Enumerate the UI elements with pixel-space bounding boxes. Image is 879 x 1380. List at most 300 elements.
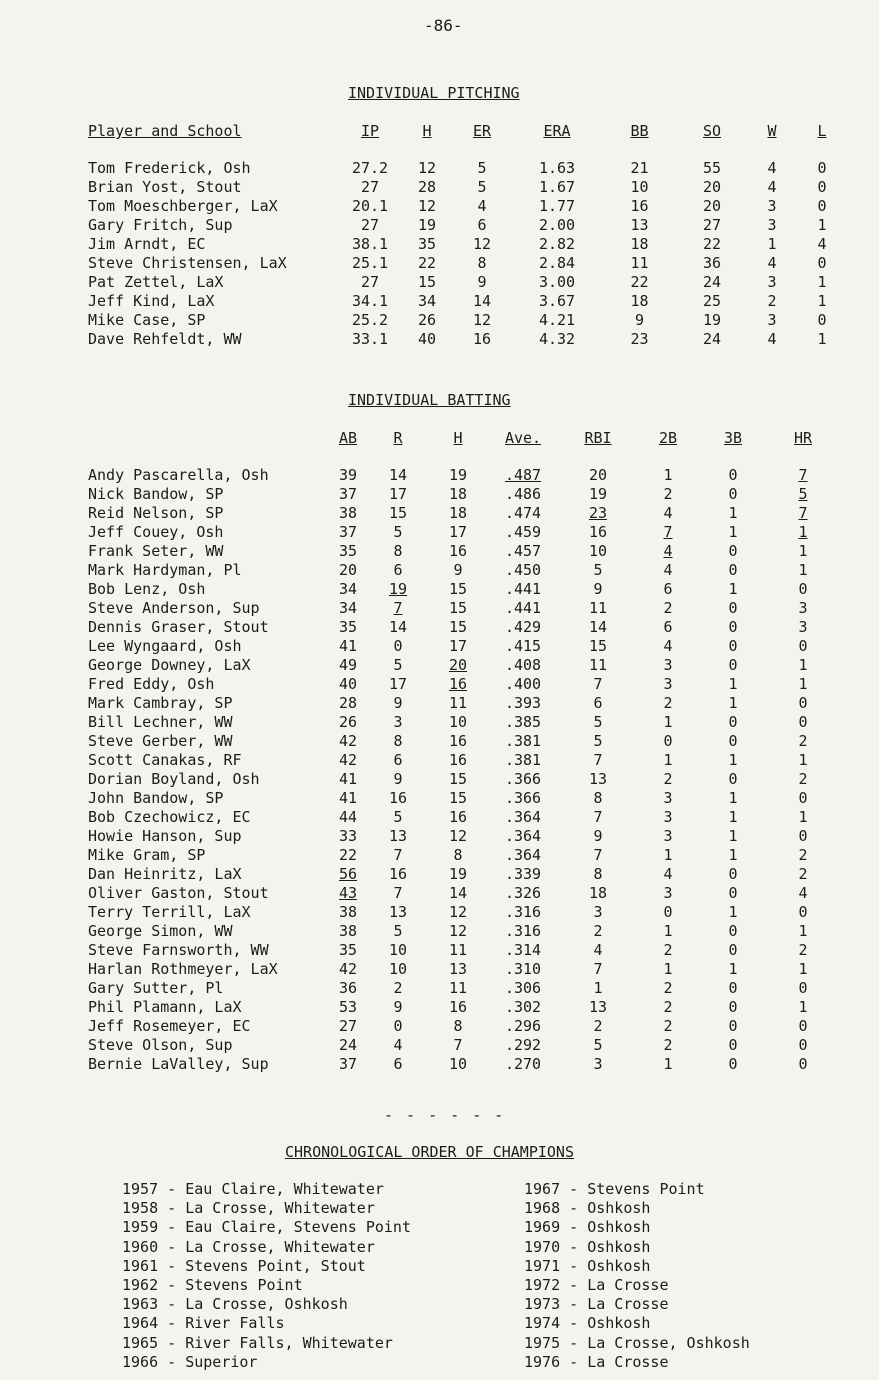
stat-cell: 2.84 bbox=[538, 254, 576, 272]
stat-cell: 6 bbox=[393, 561, 403, 579]
stat-cell: 0 bbox=[798, 903, 808, 921]
stat-cell: 1 bbox=[663, 960, 673, 978]
stat-cell: 25.1 bbox=[351, 254, 389, 272]
stat-cell: 15 bbox=[417, 273, 437, 291]
stat-cell: 4 bbox=[663, 637, 673, 655]
stat-cell: 19 bbox=[702, 311, 722, 329]
table-row bbox=[88, 846, 838, 865]
table-row bbox=[88, 599, 838, 618]
batting-header-3b: 3B bbox=[723, 429, 743, 447]
stat-cell: 24 bbox=[702, 330, 722, 348]
table-row bbox=[88, 998, 838, 1017]
table-row bbox=[88, 542, 838, 561]
player-name-cell: Andy Pascarella, Osh bbox=[88, 466, 269, 484]
stat-cell: 2 bbox=[767, 292, 777, 310]
stat-cell: 0 bbox=[798, 1055, 808, 1073]
table-row bbox=[88, 713, 838, 732]
player-name-cell: Dan Heinritz, LaX bbox=[88, 865, 242, 883]
stat-cell: 14 bbox=[388, 466, 408, 484]
champions-left-column bbox=[122, 1180, 411, 1372]
table-row bbox=[88, 504, 838, 523]
stat-cell: 13 bbox=[448, 960, 468, 978]
stat-cell: .381 bbox=[504, 751, 542, 769]
stat-cell: 3.00 bbox=[538, 273, 576, 291]
stat-cell: 0 bbox=[728, 998, 738, 1016]
stat-cell: 17 bbox=[448, 637, 468, 655]
list-item: 1963 - La Crosse, Oshkosh bbox=[122, 1295, 348, 1314]
table-row bbox=[88, 330, 847, 349]
pitching-header-l: L bbox=[817, 122, 827, 140]
stat-cell: 1 bbox=[798, 960, 808, 978]
stat-cell: 3 bbox=[663, 656, 673, 674]
stat-cell: 16 bbox=[448, 751, 468, 769]
stat-cell: 10 bbox=[630, 178, 649, 196]
stat-cell: 18 bbox=[630, 292, 649, 310]
player-name-cell: Dennis Graser, Stout bbox=[88, 618, 269, 636]
stat-cell: 1 bbox=[728, 751, 738, 769]
stat-cell: 1 bbox=[593, 979, 603, 997]
stat-cell: 42 bbox=[338, 732, 358, 750]
stat-cell: 0 bbox=[663, 903, 673, 921]
champions-title: CHRONOLOGICAL ORDER OF CHAMPIONS bbox=[285, 1143, 574, 1161]
stat-cell: 3 bbox=[767, 197, 777, 215]
stat-cell: 1.67 bbox=[538, 178, 576, 196]
stat-cell: 49 bbox=[338, 656, 358, 674]
stat-cell: 2 bbox=[663, 941, 673, 959]
stat-cell: 19 bbox=[448, 466, 468, 484]
player-name-cell: George Simon, WW bbox=[88, 922, 233, 940]
player-name-cell: Dorian Boyland, Osh bbox=[88, 770, 260, 788]
player-name-cell: Gary Sutter, Pl bbox=[88, 979, 224, 997]
table-row bbox=[88, 466, 838, 485]
stat-cell: 4 bbox=[593, 941, 603, 959]
stat-cell: 3 bbox=[393, 713, 403, 731]
stat-cell: 28 bbox=[338, 694, 358, 712]
stat-cell: 23 bbox=[630, 330, 649, 348]
stat-cell: 9 bbox=[393, 998, 403, 1016]
batting-title: INDIVIDUAL BATTING bbox=[348, 391, 511, 409]
stat-cell: 25 bbox=[702, 292, 722, 310]
stat-cell: 15 bbox=[448, 789, 468, 807]
stat-cell: 7 bbox=[593, 846, 603, 864]
stat-cell: 4 bbox=[767, 330, 777, 348]
stat-cell: 5 bbox=[393, 656, 403, 674]
stat-cell: 2 bbox=[663, 599, 673, 617]
stat-cell: 1 bbox=[798, 808, 808, 826]
stat-cell: 2 bbox=[663, 1036, 673, 1054]
player-name-cell: John Bandow, SP bbox=[88, 789, 224, 807]
pitching-header-er: ER bbox=[472, 122, 492, 140]
stat-cell: 33.1 bbox=[351, 330, 389, 348]
player-name-cell: Howie Hanson, Sup bbox=[88, 827, 242, 845]
stat-cell: 1 bbox=[728, 694, 738, 712]
stat-cell: 53 bbox=[338, 998, 358, 1016]
stat-cell: 11 bbox=[588, 656, 608, 674]
list-item: 1966 - Superior bbox=[122, 1352, 258, 1371]
batting-header-player bbox=[88, 429, 328, 448]
stat-cell: 42 bbox=[338, 751, 358, 769]
stat-cell: 1 bbox=[817, 216, 827, 234]
stat-cell: 6 bbox=[393, 751, 403, 769]
player-name-cell: Harlan Rothmeyer, LaX bbox=[88, 960, 278, 978]
stat-cell: 13 bbox=[630, 216, 649, 234]
stat-cell: 2 bbox=[393, 979, 403, 997]
player-name-cell: Terry Terrill, LaX bbox=[88, 903, 251, 921]
stat-cell: 4 bbox=[663, 542, 673, 560]
stat-cell: 4 bbox=[798, 884, 808, 902]
stat-cell: 35 bbox=[338, 542, 358, 560]
stat-cell: 34 bbox=[338, 580, 358, 598]
stat-cell: 17 bbox=[388, 675, 408, 693]
stat-cell: .381 bbox=[504, 732, 542, 750]
player-name-cell: Bob Czechowicz, EC bbox=[88, 808, 251, 826]
table-row bbox=[88, 235, 847, 254]
stat-cell: 18 bbox=[448, 485, 468, 503]
stat-cell: 7 bbox=[593, 808, 603, 826]
list-item: 1965 - River Falls, Whitewater bbox=[122, 1333, 393, 1352]
list-item: 1964 - River Falls bbox=[122, 1314, 285, 1333]
stat-cell: .326 bbox=[504, 884, 542, 902]
stat-cell: 27 bbox=[360, 178, 380, 196]
stat-cell: 4 bbox=[663, 561, 673, 579]
table-row bbox=[88, 751, 838, 770]
stat-cell: 37 bbox=[338, 523, 358, 541]
list-item: 1973 - La Crosse bbox=[524, 1295, 669, 1314]
stat-cell: .292 bbox=[504, 1036, 542, 1054]
stat-cell: 9 bbox=[634, 311, 645, 329]
table-row bbox=[88, 254, 847, 273]
stat-cell: 14 bbox=[588, 618, 608, 636]
stat-cell: 25.2 bbox=[351, 311, 389, 329]
stat-cell: 44 bbox=[338, 808, 358, 826]
stat-cell: .415 bbox=[504, 637, 542, 655]
player-name-cell: Lee Wyngaard, Osh bbox=[88, 637, 242, 655]
champions-right-column bbox=[524, 1180, 750, 1372]
stat-cell: 0 bbox=[728, 1036, 738, 1054]
stat-cell: 4 bbox=[393, 1036, 403, 1054]
player-name-cell: Phil Plamann, LaX bbox=[88, 998, 242, 1016]
stat-cell: 11 bbox=[630, 254, 649, 272]
stat-cell: 4.32 bbox=[538, 330, 576, 348]
stat-cell: 0 bbox=[728, 466, 738, 484]
stat-cell: 0 bbox=[798, 713, 808, 731]
stat-cell: 9 bbox=[477, 273, 487, 291]
stat-cell: 7 bbox=[393, 846, 403, 864]
stat-cell: 0 bbox=[798, 979, 808, 997]
stat-cell: 7 bbox=[593, 751, 603, 769]
stat-cell: 11 bbox=[588, 599, 608, 617]
stat-cell: 33 bbox=[338, 827, 358, 845]
stat-cell: 1 bbox=[728, 827, 738, 845]
stat-cell: 3 bbox=[663, 884, 673, 902]
stat-cell: 0 bbox=[728, 599, 738, 617]
table-row bbox=[88, 770, 838, 789]
stat-cell: 19 bbox=[388, 580, 408, 598]
stat-cell: 41 bbox=[338, 789, 358, 807]
stat-cell: 4 bbox=[767, 159, 777, 177]
player-name-cell: Jeff Rosemeyer, EC bbox=[88, 1017, 251, 1035]
stat-cell: 40 bbox=[417, 330, 437, 348]
stat-cell: 3 bbox=[593, 1055, 603, 1073]
stat-cell: .270 bbox=[504, 1055, 542, 1073]
stat-cell: 22 bbox=[417, 254, 437, 272]
stat-cell: 12 bbox=[417, 197, 437, 215]
stat-cell: .429 bbox=[504, 618, 542, 636]
stat-cell: 35 bbox=[338, 941, 358, 959]
stat-cell: 38.1 bbox=[351, 235, 389, 253]
stat-cell: 1 bbox=[798, 561, 808, 579]
stat-cell: .486 bbox=[504, 485, 542, 503]
stat-cell: 20 bbox=[702, 197, 722, 215]
list-item: 1971 - Oshkosh bbox=[524, 1256, 651, 1275]
table-row bbox=[88, 1055, 838, 1074]
list-item: 1969 - Oshkosh bbox=[524, 1218, 651, 1237]
stat-cell: 5 bbox=[593, 732, 603, 750]
stat-cell: 5 bbox=[477, 178, 487, 196]
stat-cell: 9 bbox=[393, 770, 403, 788]
stat-cell: 19 bbox=[448, 865, 468, 883]
stat-cell: 0 bbox=[798, 637, 808, 655]
stat-cell: .457 bbox=[504, 542, 542, 560]
stat-cell: .385 bbox=[504, 713, 542, 731]
stat-cell: .296 bbox=[504, 1017, 542, 1035]
stat-cell: 19 bbox=[417, 216, 437, 234]
table-row bbox=[88, 922, 838, 941]
table-row bbox=[88, 580, 838, 599]
table-row bbox=[88, 292, 847, 311]
stat-cell: 1 bbox=[728, 675, 738, 693]
stat-cell: 1.77 bbox=[538, 197, 576, 215]
stat-cell: 1 bbox=[728, 903, 738, 921]
stat-cell: 16 bbox=[472, 330, 492, 348]
stat-cell: 8 bbox=[453, 1017, 463, 1035]
table-row bbox=[88, 273, 847, 292]
stat-cell: 26 bbox=[417, 311, 437, 329]
stat-cell: 1 bbox=[817, 330, 827, 348]
table-row bbox=[88, 827, 838, 846]
stat-cell: .306 bbox=[504, 979, 542, 997]
table-row bbox=[88, 311, 847, 330]
stat-cell: 15 bbox=[448, 618, 468, 636]
player-name-cell: Steve Farnsworth, WW bbox=[88, 941, 269, 959]
stat-cell: 1 bbox=[663, 846, 673, 864]
stat-cell: 1 bbox=[817, 273, 827, 291]
stat-cell: .400 bbox=[504, 675, 542, 693]
stat-cell: 3 bbox=[767, 311, 777, 329]
pitching-header-bb: BB bbox=[630, 122, 649, 140]
stat-cell: 4 bbox=[477, 197, 487, 215]
stat-cell: 5 bbox=[393, 523, 403, 541]
player-name-cell: Brian Yost, Stout bbox=[88, 178, 242, 196]
stat-cell: 27.2 bbox=[351, 159, 389, 177]
stat-cell: 8 bbox=[477, 254, 487, 272]
stat-cell: 11 bbox=[448, 941, 468, 959]
table-row bbox=[88, 979, 838, 998]
stat-cell: 4.21 bbox=[538, 311, 576, 329]
table-row bbox=[88, 637, 838, 656]
stat-cell: 56 bbox=[338, 865, 358, 883]
stat-cell: 3 bbox=[767, 216, 777, 234]
table-row bbox=[88, 1017, 838, 1036]
list-item: 1960 - La Crosse, Whitewater bbox=[122, 1237, 375, 1256]
stat-cell: 5 bbox=[593, 713, 603, 731]
stat-cell: 3 bbox=[593, 903, 603, 921]
stat-cell: 5 bbox=[477, 159, 487, 177]
table-row bbox=[88, 865, 838, 884]
stat-cell: 1 bbox=[798, 998, 808, 1016]
pitching-header-w: W bbox=[767, 122, 777, 140]
stat-cell: 20 bbox=[338, 561, 358, 579]
stat-cell: 2.00 bbox=[538, 216, 576, 234]
stat-cell: 8 bbox=[593, 789, 603, 807]
table-row bbox=[88, 523, 838, 542]
stat-cell: 12 bbox=[448, 922, 468, 940]
stat-cell: 2 bbox=[663, 1017, 673, 1035]
stat-cell: 4 bbox=[817, 235, 827, 253]
stat-cell: 0 bbox=[728, 713, 738, 731]
table-row bbox=[88, 159, 847, 178]
player-name-cell: Mark Hardyman, Pl bbox=[88, 561, 242, 579]
stat-cell: 3 bbox=[663, 808, 673, 826]
player-name-cell: Reid Nelson, SP bbox=[88, 504, 224, 522]
table-row bbox=[88, 216, 847, 235]
stat-cell: .339 bbox=[504, 865, 542, 883]
stat-cell: 27 bbox=[338, 1017, 358, 1035]
pitching-table bbox=[88, 122, 847, 349]
stat-cell: 7 bbox=[393, 599, 403, 617]
stat-cell: 5 bbox=[798, 485, 808, 503]
stat-cell: 55 bbox=[702, 159, 722, 177]
stat-cell: 19 bbox=[588, 485, 608, 503]
batting-header-2b: 2B bbox=[658, 429, 678, 447]
stat-cell: 1 bbox=[728, 960, 738, 978]
stat-cell: 1 bbox=[663, 713, 673, 731]
stat-cell: 6 bbox=[593, 694, 603, 712]
stat-cell: 20 bbox=[448, 656, 468, 674]
player-name-cell: Tom Moeschberger, LaX bbox=[88, 197, 278, 215]
stat-cell: 1 bbox=[663, 1055, 673, 1073]
stat-cell: 12 bbox=[448, 827, 468, 845]
stat-cell: 2 bbox=[798, 732, 808, 750]
table-row bbox=[88, 694, 838, 713]
stat-cell: .364 bbox=[504, 808, 542, 826]
stat-cell: 1 bbox=[798, 542, 808, 560]
stat-cell: 10 bbox=[588, 542, 608, 560]
player-name-cell: Bill Lechner, WW bbox=[88, 713, 233, 731]
stat-cell: 12 bbox=[417, 159, 437, 177]
table-row bbox=[88, 618, 838, 637]
stat-cell: 6 bbox=[663, 580, 673, 598]
stat-cell: .316 bbox=[504, 922, 542, 940]
stat-cell: 5 bbox=[593, 1036, 603, 1054]
table-row bbox=[88, 197, 847, 216]
stat-cell: 8 bbox=[393, 732, 403, 750]
stat-cell: 26 bbox=[338, 713, 358, 731]
stat-cell: 0 bbox=[393, 637, 403, 655]
batting-header-h: H bbox=[453, 429, 463, 447]
stat-cell: 10 bbox=[448, 1055, 468, 1073]
table-row bbox=[88, 941, 838, 960]
table-row bbox=[88, 656, 838, 675]
stat-cell: 15 bbox=[448, 599, 468, 617]
stat-cell: 7 bbox=[798, 466, 808, 484]
stat-cell: 7 bbox=[393, 884, 403, 902]
stat-cell: 1.63 bbox=[538, 159, 576, 177]
table-row bbox=[88, 808, 838, 827]
player-name-cell: Steve Anderson, Sup bbox=[88, 599, 260, 617]
stat-cell: 0 bbox=[798, 580, 808, 598]
stat-cell: 34.1 bbox=[351, 292, 389, 310]
stat-cell: 15 bbox=[588, 637, 608, 655]
stat-cell: 35 bbox=[338, 618, 358, 636]
stat-cell: 0 bbox=[798, 789, 808, 807]
stat-cell: 22 bbox=[338, 846, 358, 864]
stat-cell: 1 bbox=[728, 789, 738, 807]
stat-cell: 1 bbox=[728, 523, 738, 541]
stat-cell: 7 bbox=[593, 675, 603, 693]
stat-cell: .316 bbox=[504, 903, 542, 921]
list-item: 1958 - La Crosse, Whitewater bbox=[122, 1199, 375, 1218]
stat-cell: 4 bbox=[767, 178, 777, 196]
stat-cell: 24 bbox=[702, 273, 722, 291]
stat-cell: 7 bbox=[663, 523, 673, 541]
stat-cell: 36 bbox=[702, 254, 722, 272]
stat-cell: .364 bbox=[504, 827, 542, 845]
stat-cell: 0 bbox=[817, 178, 827, 196]
stat-cell: 13 bbox=[388, 827, 408, 845]
stat-cell: 0 bbox=[393, 1017, 403, 1035]
stat-cell: 18 bbox=[448, 504, 468, 522]
stat-cell: 42 bbox=[338, 960, 358, 978]
stat-cell: 3 bbox=[663, 789, 673, 807]
stat-cell: 2 bbox=[663, 998, 673, 1016]
stat-cell: 1 bbox=[663, 466, 673, 484]
stat-cell: 0 bbox=[728, 865, 738, 883]
stat-cell: 0 bbox=[728, 485, 738, 503]
stat-cell: 14 bbox=[472, 292, 492, 310]
stat-cell: 5 bbox=[393, 808, 403, 826]
list-item: 1976 - La Crosse bbox=[524, 1352, 669, 1371]
stat-cell: 0 bbox=[728, 637, 738, 655]
stat-cell: 22 bbox=[702, 235, 722, 253]
stat-cell: 13 bbox=[588, 998, 608, 1016]
section-separator: - - - - - - bbox=[384, 1106, 506, 1124]
stat-cell: 38 bbox=[338, 903, 358, 921]
stat-cell: 6 bbox=[663, 618, 673, 636]
stat-cell: 12 bbox=[472, 235, 492, 253]
stat-cell: 15 bbox=[448, 580, 468, 598]
stat-cell: 38 bbox=[338, 504, 358, 522]
stat-cell: 8 bbox=[453, 846, 463, 864]
stat-cell: 9 bbox=[593, 827, 603, 845]
stat-cell: 3 bbox=[767, 273, 777, 291]
player-name-cell: Oliver Gaston, Stout bbox=[88, 884, 269, 902]
pitching-header-h: H bbox=[422, 122, 432, 140]
stat-cell: 7 bbox=[798, 504, 808, 522]
player-name-cell: Fred Eddy, Osh bbox=[88, 675, 215, 693]
stat-cell: 40 bbox=[338, 675, 358, 693]
stat-cell: 18 bbox=[630, 235, 649, 253]
stat-cell: 1 bbox=[798, 751, 808, 769]
stat-cell: 0 bbox=[817, 159, 827, 177]
stat-cell: 1 bbox=[728, 846, 738, 864]
stat-cell: 0 bbox=[728, 922, 738, 940]
stat-cell: 16 bbox=[388, 865, 408, 883]
stat-cell: .441 bbox=[504, 599, 542, 617]
pitching-title: INDIVIDUAL PITCHING bbox=[348, 84, 520, 102]
stat-cell: 2 bbox=[798, 846, 808, 864]
stat-cell: 37 bbox=[338, 485, 358, 503]
